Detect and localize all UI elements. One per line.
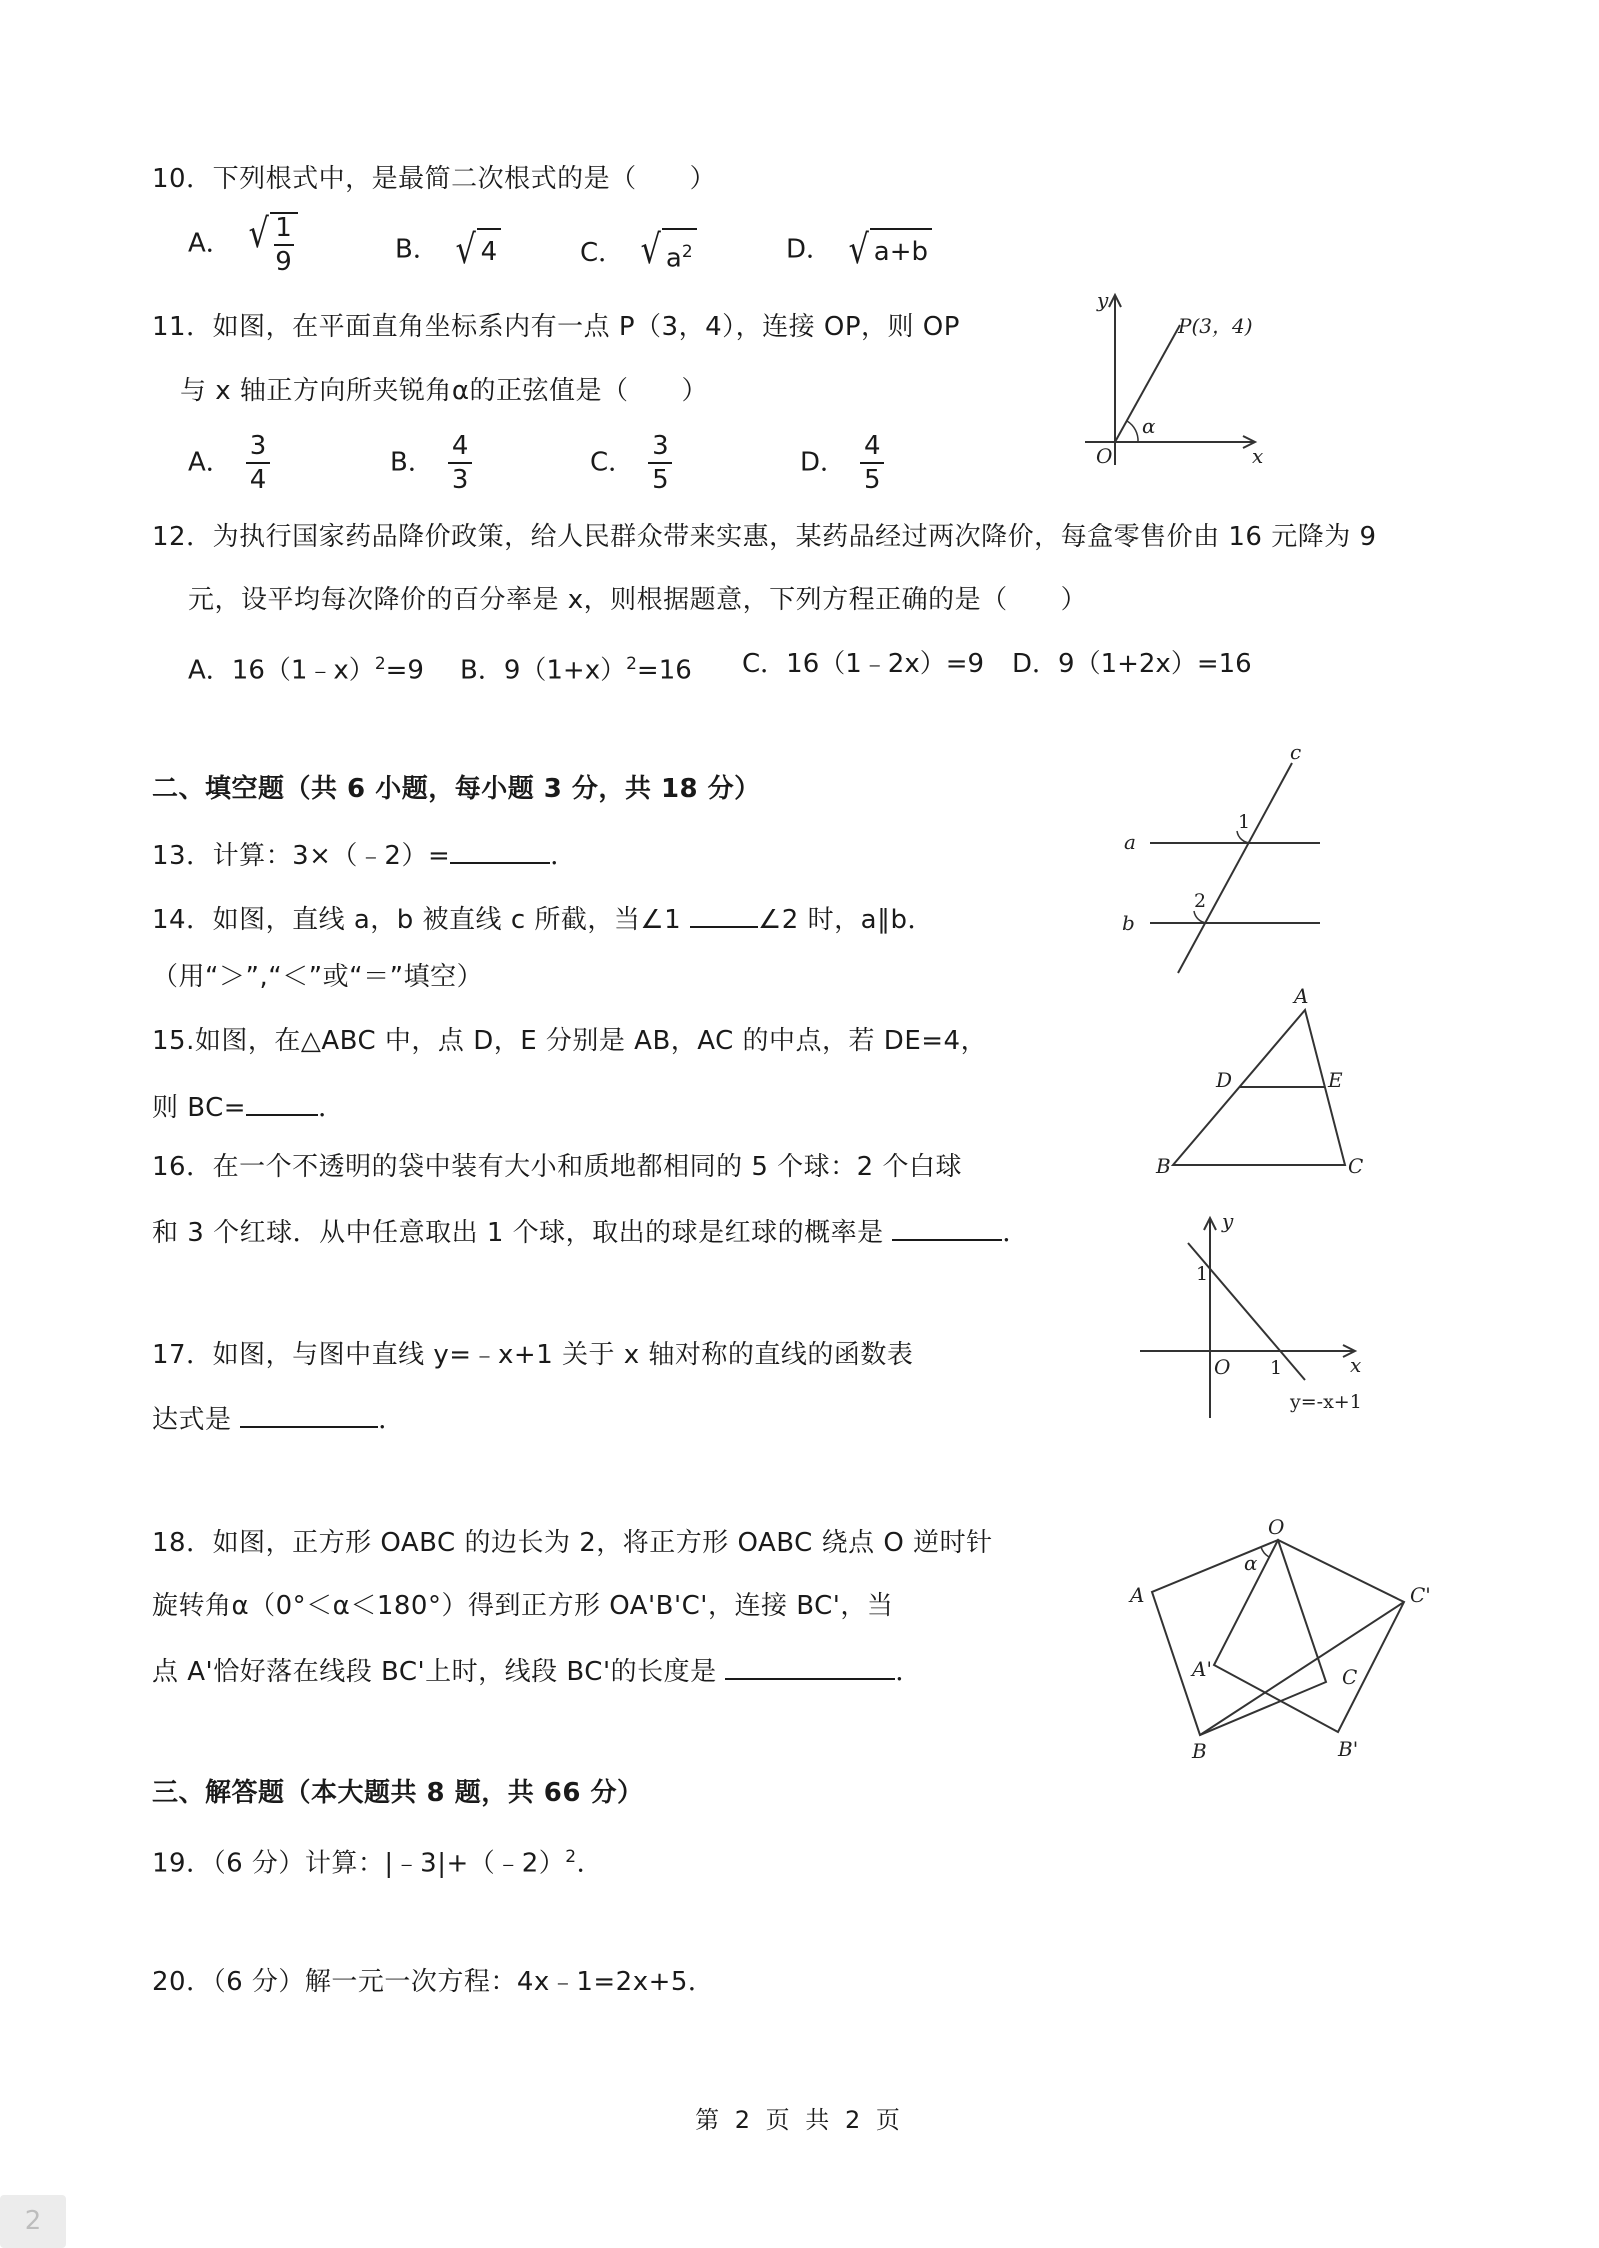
q10-d-radicand: a+b <box>870 228 932 272</box>
q18-line1: 18．如图，正方形 OABC 的边长为 2，将正方形 OABC 绕点 O 逆时针 <box>152 1528 993 1558</box>
q10-a-numerator: 1 <box>275 213 292 243</box>
q14-parallel-lines-figure <box>1110 745 1330 975</box>
q16-text: 和 3 个红球．从中任意取出 1 个球，取出的球是红球的概率是 <box>152 1218 884 1248</box>
q15-text: 则 BC= <box>152 1093 247 1123</box>
q11-option-d <box>800 432 884 494</box>
point-e-label: E <box>1328 1068 1343 1092</box>
q10-option-a-label: A． <box>188 228 232 259</box>
q12-a-text: A．16（1﹣x） <box>188 655 375 686</box>
q17-line-graph-figure <box>1130 1208 1370 1428</box>
vertex-a-prime-label: A' <box>1192 1657 1212 1681</box>
answer-blank <box>892 1213 1002 1241</box>
q11-option-b-label: B． <box>390 447 434 478</box>
q12-line2: 元，设平均每次降价的百分率是 x，则根据题意，下列方程正确的是（ ） <box>188 585 1088 615</box>
q11-coordinate-figure <box>1080 285 1280 475</box>
denominator: 3 <box>451 465 469 495</box>
q11-option-a <box>188 432 270 494</box>
q14-line2: （用“＞”,“＜”或“＝”填空） <box>152 962 484 992</box>
vertex-a-label: A <box>1294 985 1309 1008</box>
sqrt-symbol: √ $a^2$ <box>638 228 696 279</box>
sqrt-symbol: √ a+b <box>846 228 932 272</box>
answer-blank <box>690 900 758 928</box>
q10-option-d <box>786 228 932 272</box>
line-b-label: b <box>1122 911 1135 935</box>
fraction <box>648 432 672 494</box>
q19-exponent: 2 <box>565 1847 577 1867</box>
q10-b-radicand: 4 <box>477 228 502 272</box>
vertex-b-prime-label: B' <box>1338 1737 1359 1760</box>
origin-label: O <box>1214 1355 1231 1379</box>
q10-c-exponent: 2 <box>681 242 693 262</box>
q18-line3 <box>152 1652 922 1689</box>
q12-b-text: B．9（1+x） <box>460 655 627 686</box>
line-a-label: a <box>1124 830 1136 854</box>
numerator: 4 <box>864 431 881 461</box>
q13 <box>152 836 577 873</box>
alpha-label: α <box>1244 1551 1258 1575</box>
q18-period: ． <box>895 1657 922 1687</box>
q12-line1: 12．为执行国家药品降价政策，给人民群众带来实惠，某药品经过两次降价，每盒零售价由 16 元降为 9 <box>152 522 1377 552</box>
q15-period: ． <box>318 1093 345 1123</box>
q20: 20．（6 分）解一元一次方程：4x﹣1=2x+5． <box>152 1967 715 1997</box>
sqrt-symbol: √ 1 9 <box>246 212 298 276</box>
denominator: 5 <box>864 465 881 495</box>
denominator: 4 <box>249 465 267 495</box>
vertex-a-label: A <box>1130 1583 1145 1607</box>
fraction <box>246 432 270 494</box>
denominator: 5 <box>652 465 669 495</box>
point-p-label: P(3，4) <box>1178 314 1253 338</box>
q12-a-exponent: 2 <box>374 654 386 674</box>
q12-b-exponent: 2 <box>626 654 637 674</box>
q12-option-b <box>460 647 692 688</box>
line-c <box>1178 763 1292 973</box>
q11-line2: 与 x 轴正方向所夹锐角α的正弦值是（ ） <box>180 376 709 406</box>
point-d-label: D <box>1216 1068 1233 1092</box>
answer-blank <box>450 836 550 864</box>
q17-line1: 17．如图，与图中直线 y=﹣x+1 关于 x 轴对称的直线的函数表 <box>152 1340 914 1370</box>
angle-arc <box>1127 421 1138 442</box>
vertex-c-label: C <box>1348 1154 1364 1178</box>
answer-blank <box>240 1400 378 1428</box>
section-2-title: 二、填空题（共 6 小题，每小题 3 分，共 18 分） <box>152 774 761 804</box>
x-intercept-label: 1 <box>1270 1357 1283 1379</box>
segment-bc2 <box>1200 1602 1404 1735</box>
q11-option-d-label: D． <box>800 447 847 478</box>
q12-a-rhs: =9 <box>385 655 424 686</box>
q17-period: ． <box>378 1405 405 1435</box>
vertex-o-label: O <box>1268 1515 1285 1539</box>
q15-line1: 15.如图，在△ABC 中，点 D，E 分别是 AB，AC 的中点，若 DE=4， <box>152 1026 988 1056</box>
q11-option-a-label: A． <box>188 447 232 478</box>
q19-period: ． <box>576 1848 604 1879</box>
q17-line2 <box>152 1400 405 1437</box>
q10-option-d-label: D． <box>786 234 833 265</box>
q19-text: 19．（6 分）计算：|﹣3|+（﹣2） <box>152 1848 566 1879</box>
angle-2-label: 2 <box>1194 890 1207 912</box>
q18-line2: 旋转角α（0°＜α＜180°）得到正方形 OA'B'C'，连接 BC'，当 <box>152 1591 894 1621</box>
y-intercept-label: 1 <box>1196 1263 1209 1285</box>
q12-option-a <box>188 647 424 688</box>
numerator: 3 <box>652 431 669 461</box>
page-number-badge[interactable]: 2 <box>0 2195 66 2248</box>
q16-line1: 16．在一个不透明的袋中装有大小和质地都相同的 5 个球：2 个白球 <box>152 1152 962 1182</box>
q10-option-c <box>580 228 697 279</box>
q10-stem: 10．下列根式中，是最简二次根式的是（ ） <box>152 164 717 194</box>
q19 <box>152 1840 603 1881</box>
axis-label-y: y <box>1222 1209 1234 1233</box>
q12-option-c: C．16（1﹣2x）=9 <box>742 649 985 679</box>
vertex-b-label: B <box>1192 1739 1207 1760</box>
square-oa2b2c2 <box>1214 1540 1404 1732</box>
line-equation-label: y=-x+1 <box>1290 1391 1362 1413</box>
sqrt-symbol: √ 4 <box>453 228 501 272</box>
vertex-c-prime-label: C' <box>1410 1583 1431 1607</box>
q16-period: ． <box>1002 1218 1029 1248</box>
answer-blank <box>246 1088 318 1116</box>
q16-line2 <box>152 1213 1029 1250</box>
section-3-title: 三、解答题（本大题共 8 题，共 66 分） <box>152 1778 644 1808</box>
angle-1-label: 1 <box>1238 811 1251 833</box>
q11-option-c-label: C． <box>590 447 635 478</box>
q14-text: 14．如图，直线 a，b 被直线 c 所截，当∠1 <box>152 905 682 935</box>
fraction <box>448 432 472 494</box>
q10-option-c-label: C． <box>580 237 625 268</box>
q10-a-denominator: 9 <box>275 247 292 277</box>
line-c-label: c <box>1290 745 1302 764</box>
q15-line2 <box>152 1088 345 1125</box>
axis-label-y: y <box>1097 288 1109 312</box>
q11-option-c <box>590 432 672 494</box>
q13-period: ． <box>550 841 577 871</box>
q18-text: 点 A'恰好落在线段 BC'上时，线段 BC'的长度是 <box>152 1657 717 1687</box>
square-oabc <box>1152 1540 1326 1735</box>
page-footer: 第 2 页 共 2 页 <box>695 2106 904 2134</box>
q12-option-d: D．9（1+2x）=16 <box>1012 649 1252 679</box>
q15-triangle-figure <box>1140 985 1380 1185</box>
q14-text-end: ∠2 时，a∥b． <box>758 905 935 935</box>
q14-line1 <box>152 900 934 937</box>
q10-option-b <box>395 228 501 272</box>
alpha-label: α <box>1142 414 1156 438</box>
numerator: 4 <box>451 431 469 461</box>
vertex-b-label: B <box>1156 1154 1171 1178</box>
q17-text: 达式是 <box>152 1405 232 1435</box>
q18-rotated-squares-figure <box>1118 1510 1448 1760</box>
q10-c-radicand: a <box>665 243 682 274</box>
q10-option-a <box>188 212 298 276</box>
vertex-c-label: C <box>1342 1665 1358 1689</box>
angle-alpha-arc <box>1261 1547 1269 1557</box>
q12-b-rhs: =16 <box>636 655 692 686</box>
fraction <box>860 432 884 494</box>
q10-option-b-label: B． <box>395 234 439 265</box>
answer-blank <box>725 1652 895 1680</box>
q11-option-b <box>390 432 472 494</box>
axis-label-x: x <box>1252 444 1264 468</box>
q11-line1: 11．如图，在平面直角坐标系内有一点 P（3，4），连接 OP，则 OP <box>152 312 960 342</box>
axis-label-x: x <box>1350 1353 1362 1377</box>
q13-text: 13．计算：3×（﹣2）= <box>152 841 451 871</box>
origin-label: O <box>1096 444 1113 468</box>
numerator: 3 <box>249 431 267 461</box>
